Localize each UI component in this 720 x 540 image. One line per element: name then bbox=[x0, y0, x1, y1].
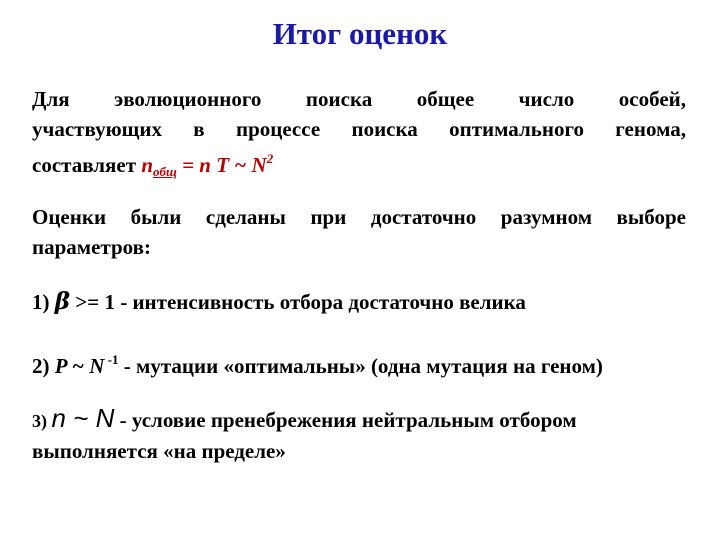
paragraph1-line2: участвующих в процессе поиска оптимального генома, bbox=[32, 117, 686, 141]
population-formula bbox=[141, 153, 273, 177]
formula-superscript: 2 bbox=[266, 151, 274, 166]
beta-symbol: β bbox=[54, 288, 71, 315]
paragraph2-line1: Оценки были сделаны при достаточно разумном выборе bbox=[32, 205, 686, 229]
item3-line1 bbox=[32, 403, 577, 433]
paragraph1-line1: Для эволюционного поиска общее число особей, bbox=[32, 87, 686, 111]
slide-title: Итог оценок bbox=[272, 16, 448, 51]
paragraph1-line3 bbox=[32, 153, 273, 177]
formula-n: n bbox=[141, 153, 153, 177]
item2-formula: P ~ N bbox=[54, 354, 105, 378]
item3-formula: n ~ N bbox=[51, 403, 115, 433]
paragraph2-line2: параметров: bbox=[32, 235, 151, 259]
list-item-1 bbox=[32, 287, 686, 317]
paragraph-population-size bbox=[32, 84, 686, 187]
list-item-2 bbox=[32, 345, 686, 381]
item2-number: 2) bbox=[32, 354, 55, 378]
item2-superscript: -1 bbox=[104, 352, 119, 367]
item3-number: 3) bbox=[32, 411, 52, 431]
paragraph1-line3-text: составляет bbox=[32, 153, 142, 177]
item1-text: >= 1 - интенсивность отбора достаточно велика bbox=[70, 290, 526, 314]
item3-text: - условие пренебрежения нейтральным отбором bbox=[114, 408, 577, 432]
item3-line2: выполняется «на пределе» bbox=[32, 439, 286, 463]
formula-rest: = n T ~ N bbox=[176, 153, 267, 177]
paragraph-parameters bbox=[32, 202, 686, 262]
formula-subscript: общ bbox=[153, 164, 177, 179]
item1-number: 1) bbox=[32, 290, 55, 314]
item2-text: - мутации «оптимальны» (одна мутация на геном) bbox=[118, 354, 603, 378]
list-item-3 bbox=[32, 403, 686, 466]
